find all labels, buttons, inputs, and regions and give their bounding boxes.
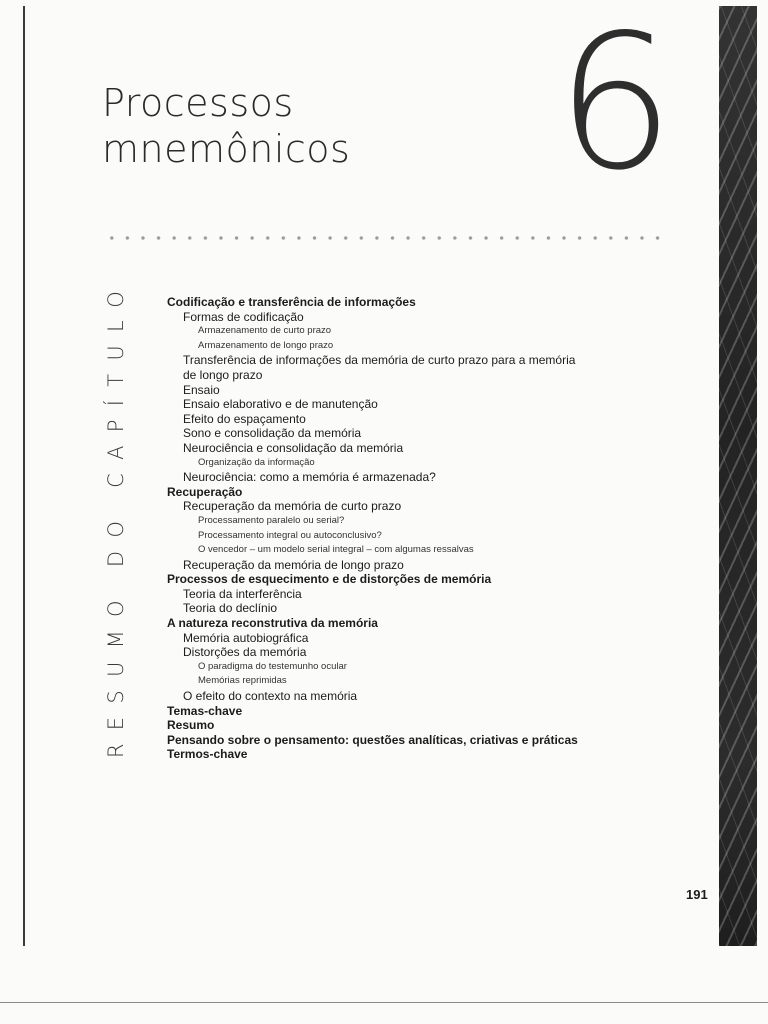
toc-subsection: Memória autobiográfica bbox=[183, 630, 309, 645]
chapter-summary-list bbox=[167, 295, 637, 762]
toc-subsection: Distorções da memória bbox=[183, 645, 307, 660]
dotted-separator bbox=[104, 234, 664, 242]
toc-subsection: Neurociência e consolidação da memória bbox=[183, 440, 404, 455]
toc-subsubsection: Armazenamento de longo prazo bbox=[198, 339, 334, 351]
toc-subsection: Recuperação da memória de longo prazo bbox=[183, 557, 404, 572]
chapter-summary-vertical-label: RESUMO DO CAPÍTULO bbox=[104, 277, 128, 759]
toc-section-heading: A natureza reconstrutiva da memória bbox=[167, 616, 378, 631]
chapter-number: 6 bbox=[556, 0, 675, 211]
toc-subsection: O efeito do contexto na memória bbox=[183, 689, 358, 704]
bottom-scan-edge bbox=[0, 1002, 768, 1003]
chapter-title-line-2: mnemônicos bbox=[102, 127, 351, 171]
toc-section-heading: Codificação e transferência de informações bbox=[167, 295, 416, 309]
toc-subsubsection: O paradigma do testemunho ocular bbox=[198, 660, 347, 672]
toc-section-heading: Pensando sobre o pensamento: questões analíticas, criativas e práticas bbox=[167, 732, 578, 747]
toc-subsection: Efeito do espaçamento bbox=[183, 411, 306, 426]
toc-section-heading: Recuperação bbox=[167, 484, 243, 499]
chapter-title bbox=[102, 80, 350, 172]
toc-section-heading: Processos de esquecimento e de distorções de memória bbox=[167, 572, 492, 587]
toc-subsubsection: Armazenamento de curto prazo bbox=[198, 325, 332, 337]
left-margin-rule bbox=[23, 6, 25, 946]
toc-subsection: Ensaio elaborativo e de manutenção bbox=[183, 397, 378, 412]
toc-section-heading: Termos-chave bbox=[167, 747, 248, 762]
chapter-title-line-1: Processos bbox=[102, 81, 294, 125]
toc-subsection: Formas de codificação bbox=[183, 309, 304, 324]
toc-subsection: Sono e consolidação da memória bbox=[183, 426, 362, 441]
toc-subsection: Teoria da interferência bbox=[183, 586, 302, 601]
decorative-photo-strip bbox=[719, 6, 757, 946]
toc-subsection: Transferência de informações da memória de curto prazo para a memória bbox=[183, 353, 576, 368]
toc-subsection: Neurociência: como a memória é armazenada? bbox=[183, 470, 436, 485]
toc-subsubsection: O vencedor – um modelo serial integral – com algumas ressalvas bbox=[198, 544, 474, 556]
toc-subsubsection: Organização da informação bbox=[198, 456, 315, 468]
toc-subsubsection: Processamento integral ou autoconclusivo? bbox=[198, 529, 382, 541]
toc-subsubsection: Memórias reprimidas bbox=[198, 675, 287, 687]
toc-subsection: Recuperação da memória de curto prazo bbox=[183, 499, 402, 514]
toc-section-heading: Temas-chave bbox=[167, 703, 243, 718]
toc-subsection: de longo prazo bbox=[183, 367, 263, 382]
page-number: 191 bbox=[686, 887, 708, 902]
toc-subsection: Ensaio bbox=[183, 382, 220, 397]
toc-subsection: Teoria do declínio bbox=[183, 601, 278, 616]
toc-subsubsection: Processamento paralelo ou serial? bbox=[198, 514, 345, 526]
toc-section-heading: Resumo bbox=[167, 718, 215, 733]
